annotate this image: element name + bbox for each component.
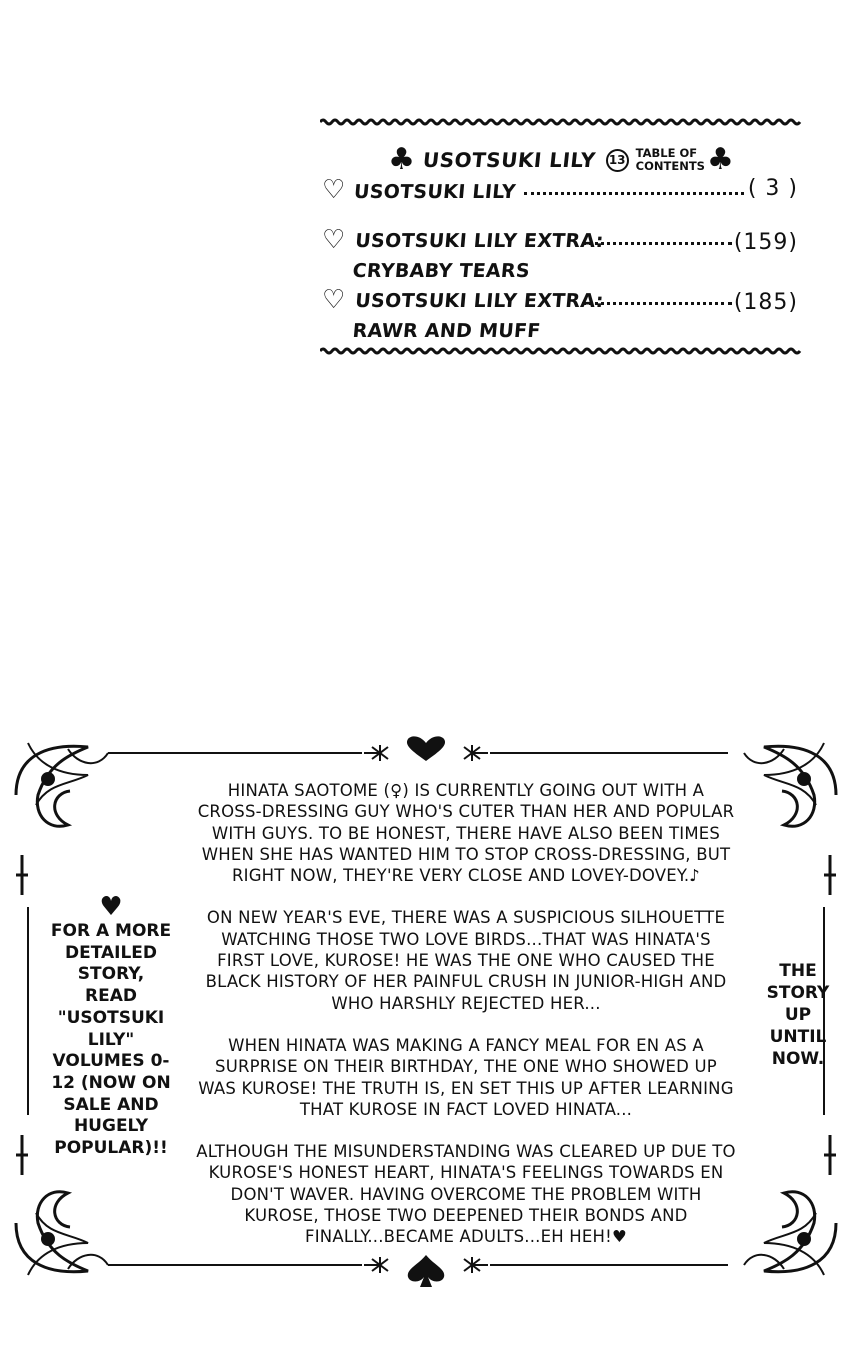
- series-title: USOTSUKI LILY: [421, 148, 597, 172]
- dot-leader: [582, 302, 732, 305]
- volume-number: 13: [606, 149, 629, 172]
- toc-entry[interactable]: [320, 226, 802, 286]
- toc-entry-page: ( 3 ): [747, 176, 798, 201]
- heart-icon: [407, 736, 445, 761]
- toc-entry-title: USOTSUKI LILY: [353, 181, 517, 203]
- toc-entry-title-line2: RAWR AND MUFF: [351, 320, 542, 342]
- club-icon: ♣: [706, 142, 734, 177]
- toc-entry-title: [351, 286, 605, 346]
- heart-outline-icon: ♡: [322, 285, 346, 315]
- story-so-far-label: THE STORY UP UNTIL NOW.: [766, 961, 830, 1069]
- toc-label-line2: CONTENTS: [635, 159, 705, 173]
- decorative-border-top: [320, 118, 802, 126]
- toc-entry[interactable]: [320, 176, 802, 210]
- decorative-border-bottom: [320, 347, 802, 355]
- table-of-contents: [320, 118, 802, 358]
- heart-outline-icon: ♡: [322, 175, 346, 205]
- summary-paragraph: HINATA SAOTOME (♀) IS CURRENTLY GOING OUT WITH A CROSS-DRESSING GUY WHO'S CUTER THAN HER AND POPULAR WITH GUYS. TO BE HONEST, THERE HAVE ALSO BEEN TIMES WHEN SHE HAS WANTED HIM TO STOP CROSS-DRESSING, BUT RIGHT NOW, THEY'RE VERY CLOSE AND LOVEY-DOVEY.♪: [197, 781, 735, 886]
- summary-paragraph: ON NEW YEAR'S EVE, THERE WAS A SUSPICIOUS SILHOUETTE WATCHING THOSE TWO LOVE BIRDS...THAT WAS HINATA'S FIRST LOVE, KUROSE! HE WAS THE ONE WHO CAUSED THE BLACK HISTORY OF HER PAINFUL CRUSH IN JUNIOR-HIGH AND WHO HARSHLY REJECTED HER...: [205, 908, 727, 1013]
- heart-outline-icon: ♡: [322, 225, 346, 255]
- heart-icon: ♥: [99, 892, 123, 922]
- toc-entry-title-line1: USOTSUKI LILY EXTRA:: [354, 230, 605, 252]
- toc-header: [320, 140, 802, 180]
- volumes-note-text: FOR A MORE DETAILED STORY, READ "USOTSUKI LILY" VOLUMES 0-12 (NOW ON SALE AND HUGELY POPULAR)!!: [50, 921, 172, 1159]
- summary-paragraph: ALTHOUGH THE MISUNDERSTANDING WAS CLEARED UP DUE TO KUROSE'S HONEST HEART, HINATA'S FEELINGS TOWARDS EN DON'T WAVER. HAVING OVERCOME THE PROBLEM WITH KUROSE, THOSE TWO DEEPENED THEIR BONDS AND FINALLY...BECAME ADULTS...EH HEH!♥: [196, 1142, 736, 1247]
- story-summary: [196, 780, 736, 1269]
- toc-label-line1: TABLE OF: [635, 146, 698, 160]
- dot-leader: [582, 242, 732, 245]
- toc-label: [636, 147, 705, 173]
- summary-paragraph: WHEN HINATA WAS MAKING A FANCY MEAL FOR EN AS A SURPRISE ON THEIR BIRTHDAY, THE ONE WHO SHOWED UP WAS KUROSE! THE TRUTH IS, EN SET THIS UP AFTER LEARNING THAT KUROSE IN FACT LOVED HINATA...: [198, 1035, 734, 1119]
- club-icon: ♣: [388, 142, 416, 177]
- volumes-note: [50, 893, 172, 1160]
- toc-entry-page: (185): [733, 290, 798, 315]
- toc-entry-title-line1: USOTSUKI LILY EXTRA:: [354, 290, 605, 312]
- toc-entry-title-line2: CRYBABY TEARS: [351, 260, 531, 282]
- toc-entry[interactable]: [320, 286, 802, 346]
- toc-entry-title: [351, 226, 605, 286]
- toc-entry-page: (159): [733, 230, 798, 255]
- dot-leader: [524, 192, 744, 195]
